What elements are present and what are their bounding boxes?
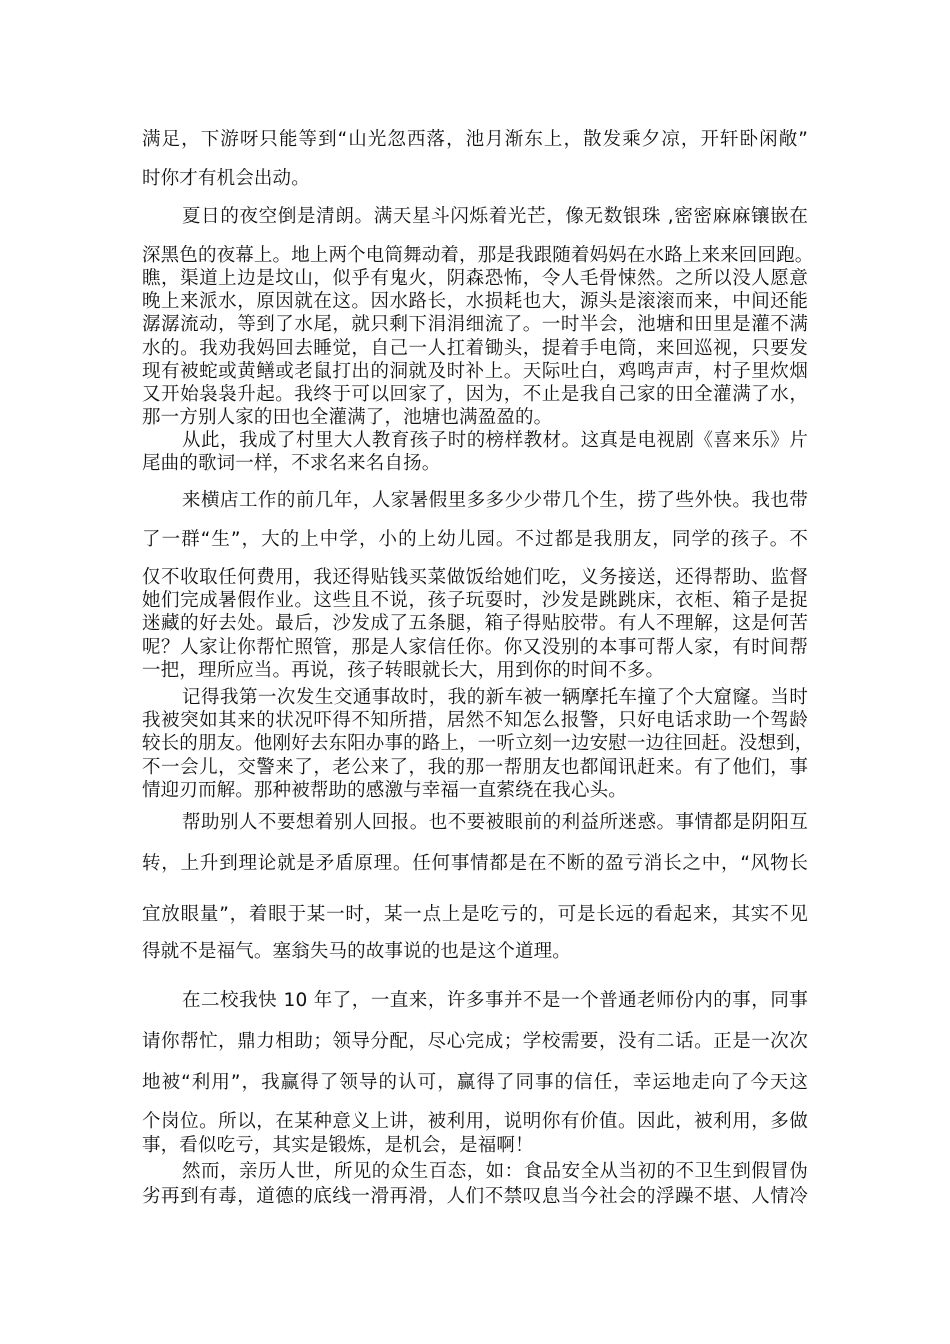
- text-line: 转，上升到理论就是矛盾原理。任何事情都是在不断的盈亏消长之中，“风物长: [142, 853, 808, 874]
- text-line: 仅不收取任何费用，我还得贴钱买菜做饭给她们吃，义务接送，还得帮助、监督: [142, 567, 808, 588]
- text-line: 深黑色的夜幕上。地上两个电筒舞动着，那是我跟随着妈妈在水路上来来回回跑。: [142, 245, 814, 266]
- text-line: 瞧，渠道上边是坟山，似乎有鬼火，阴森恐怖，令人毛骨悚然。之所以没人愿意: [142, 268, 808, 289]
- text-line: 那一方别人家的田也全灌满了，池塘也满盈盈的。: [142, 407, 553, 428]
- text-line: 一把，理所应当。再说，孩子转眼就长大，用到你的时间不多。: [142, 660, 665, 681]
- paragraph-first-line: 帮助别人不要想着别人回报。也不要被眼前的利益所迷惑。事情都是阴阳互: [182, 812, 808, 833]
- text-line: 潺潺流动，等到了水尾，就只剩下涓涓细流了。一时半会，池塘和田里是灌不满: [142, 314, 808, 335]
- text-line: 地被“利用”，我赢得了领导的认可，赢得了同事的信任，幸运地走向了今天这: [142, 1072, 808, 1093]
- text-line: 满足，下游呀只能等到“山光忽西落，池月渐东上，散发乘夕凉，开轩卧闲敞”: [142, 129, 808, 150]
- text-line: 水的。我劝我妈回去睡觉，自己一人扛着锄头，提着手电筒，来回巡视，只要发: [142, 338, 808, 359]
- paragraph-first-line: 在二校我快 10 年了，一直来，许多事并不是一个普通老师份内的事，同事: [182, 990, 808, 1011]
- text-line: 她们完成暑假作业。这些且不说，孩子玩耍时，沙发是跳跳床，衣柜、箱子是捉: [142, 590, 808, 611]
- text-line: 现有被蛇或黄鳝或老鼠打出的洞就及时补上。天际吐白，鸡鸣声声，村子里炊烟: [142, 361, 808, 382]
- text-line: 又开始袅袅升起。我终于可以回家了，因为，不止是我自己家的田全灌满了水，: [142, 384, 808, 405]
- text-line: 较长的朋友。他刚好去东阳办事的路上，一听立刻一边安慰一边往回赶。没想到，: [142, 733, 814, 754]
- text-line: 事，看似吃亏，其实是锻炼，是机会，是福啊！: [142, 1135, 534, 1156]
- text-line: 晚上来派水，原因就在这。因水路长，水损耗也大，源头是滚滚而来，中间还能: [142, 291, 808, 312]
- text-line: 了一群“生”，大的上中学，小的上幼儿园。不过都是我朋友，同学的孩子。不: [142, 529, 808, 550]
- text-line: 我被突如其来的状况吓得不知所措，居然不知怎么报警，只好电话求助一个驾龄: [142, 710, 808, 731]
- text-line: 情迎刃而解。那种被帮助的感激与幸福一直萦绕在我心头。: [142, 780, 627, 801]
- text-line: 呢？人家让你帮忙照管，那是人家信任你。你又没别的本事可帮人家，有时间帮: [142, 637, 808, 658]
- text-line: 个岗位。所以，在某种意义上讲，被利用，说明你有价值。因此，被利用，多做: [142, 1111, 808, 1132]
- paragraph-first-line: 来横店工作的前几年，人家暑假里多多少少带几个生，捞了些外快。我也带: [182, 490, 808, 511]
- paragraph-first-line: 夏日的夜空倒是清朗。满天星斗闪烁着光芒，像无数银珠 ,密密麻麻镶嵌在: [182, 206, 808, 227]
- paragraph-first-line: 记得我第一次发生交通事故时，我的新车被一辆摩托车撞了个大窟窿。当时: [182, 687, 808, 708]
- paragraph-first-line: 从此，我成了村里大人教育孩子时的榜样教材。这真是电视剧《喜来乐》片: [182, 430, 808, 451]
- text-line: 不一会儿，交警来了，老公来了，我的那一帮朋友也都闻讯赶来。有了他们，事: [142, 757, 808, 778]
- text-line: 宜放眼量”，着眼于某一时，某一点上是吃亏的，可是长远的看起来，其实不见: [142, 904, 808, 925]
- text-line: 劣再到有毒，道德的底线一滑再滑，人们不禁叹息当今社会的浮躁不堪、人情冷: [142, 1186, 808, 1207]
- text-line: 请你帮忙，鼎力相助；领导分配，尽心完成；学校需要，没有二话。正是一次次: [142, 1031, 808, 1052]
- text-line: 尾曲的歌词一样，不求名来名自扬。: [142, 453, 441, 474]
- text-line: 得就不是福气。塞翁失马的故事说的也是这个道理。: [142, 941, 571, 962]
- text-line: 迷藏的好去处。最后，沙发成了五条腿，箱子得贴胶带。有人不理解，这是何苦: [142, 613, 808, 634]
- text-line: 时你才有机会出动。: [142, 168, 310, 189]
- paragraph-first-line: 然而，亲历人世，所见的众生百态，如：食品安全从当初的不卫生到假冒伪: [182, 1161, 808, 1182]
